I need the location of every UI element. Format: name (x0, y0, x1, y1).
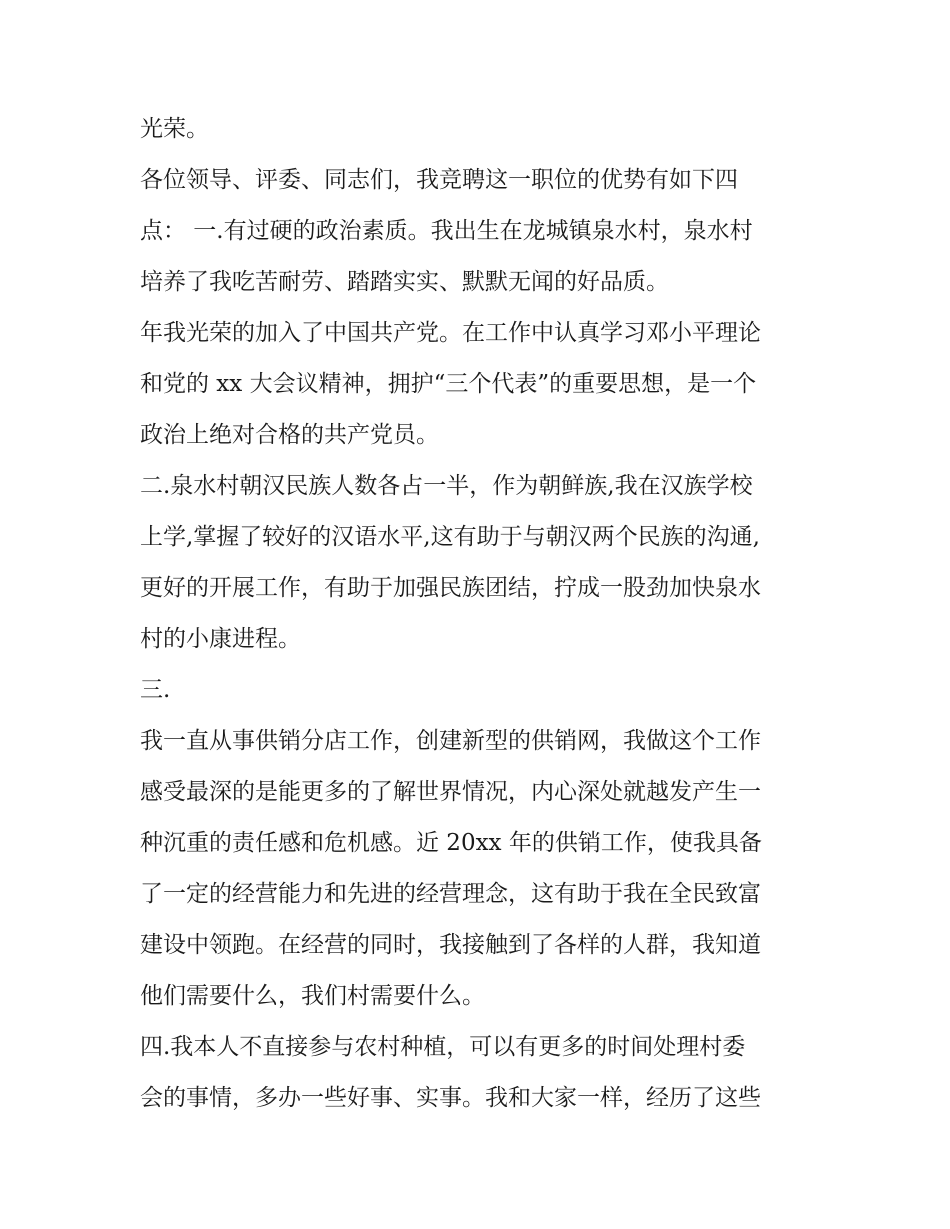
text-line: 二.泉水村朝汉民族人数各占一半，作为朝鲜族,我在汉族学校 (140, 473, 753, 499)
text-line: 上学,掌握了较好的汉语水平,这有助于与朝汉两个民族的沟通, (140, 524, 760, 550)
text-line: 会的事情，多办一些好事、实事。我和大家一样，经历了这些 (140, 1085, 761, 1111)
document-body (140, 104, 830, 1124)
text-line: 我一直从事供销分店工作，创建新型的供销网，我做这个工作 (140, 728, 761, 754)
text-line: 光荣。 (140, 116, 209, 142)
text-line: 点： 一.有过硬的政治素质。我出生在龙城镇泉水村，泉水村 (140, 218, 753, 244)
text-line: 了一定的经营能力和先进的经营理念，这有助于我在全民致富 (140, 881, 761, 907)
text-line: 四.我本人不直接参与农村种植，可以有更多的时间处理村委 (140, 1034, 746, 1060)
text-line: 种沉重的责任感和危机感。近 20xx 年的供销工作，使我具备 (140, 830, 762, 856)
text-line: 和党的 xx 大会议精神，拥护“三个代表”的重要思想，是一个 (140, 371, 757, 397)
text-line: 政治上绝对合格的共产党员。 (140, 422, 439, 448)
text-line: 村的小康进程。 (140, 626, 301, 652)
text-line: 培养了我吃苦耐劳、踏踏实实、默默无闻的好品质。 (140, 269, 669, 295)
text-line: 年我光荣的加入了中国共产党。在工作中认真学习邓小平理论 (140, 320, 761, 346)
text-line: 建设中领跑。在经营的同时，我接触到了各样的人群，我知道 (140, 932, 761, 958)
text-line: 更好的开展工作，有助于加强民族团结，拧成一股劲加快泉水 (140, 575, 761, 601)
text-line: 三. (140, 677, 171, 703)
text-line: 各位领导、评委、同志们，我竞聘这一职位的优势有如下四 (140, 167, 738, 193)
text-line: 他们需要什么，我们村需要什么。 (140, 983, 485, 1009)
text-line: 感受最深的是能更多的了解世界情况，内心深处就越发产生一 (140, 779, 761, 805)
